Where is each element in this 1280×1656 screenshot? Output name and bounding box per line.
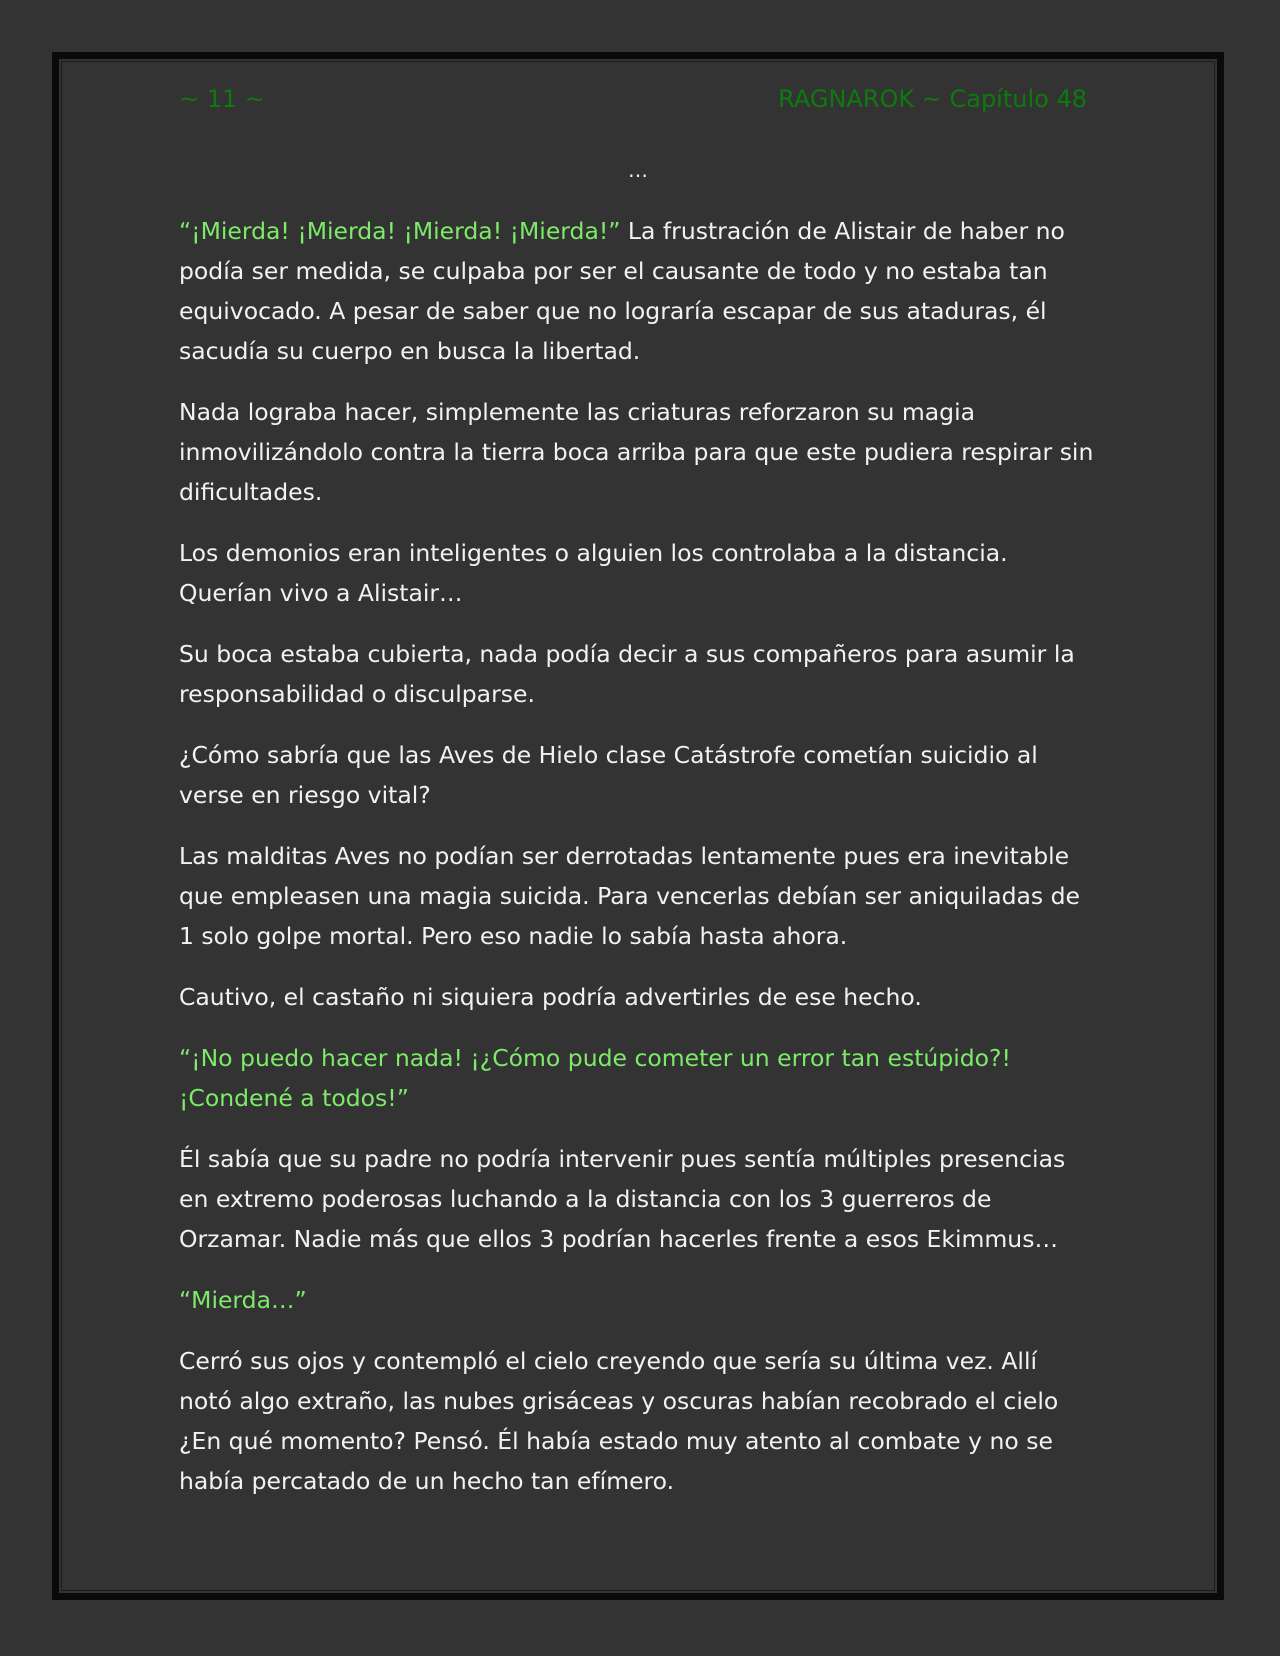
paragraph-9: Él sabía que su padre no podría intervenir pues sentía múltiples presencias en extremo poderosas luchando a la distancia con los 3 guerreros de Orzamar. Nadie más que ellos 3 podrían hacerles frente a esos Ekimmus… [179,1145,1066,1253]
paragraph-6: Las malditas Aves no podían ser derrotadas lentamente pues era inevitable que empleasen una magia suicida. Para vencerlas debían ser aniquiladas de 1 solo golpe mortal. Pero eso nadie lo sabía hasta ahora. [179,842,1081,950]
paragraph-1-text: La frustración de Alistair de haber no podía ser medida, se culpaba por ser el causante de todo y no estaba tan equivocado. A pesar de saber que no lograría escapar de sus ataduras, él sacudía su cuerpo en busca la libertad. [179,217,1065,365]
paragraph-5: ¿Cómo sabría que las Aves de Hielo clase Catástrofe cometían suicidio al verse en riesgo vital? [179,741,1038,809]
running-title: RAGNAROK ~ Capítulo 48 [778,85,1087,113]
paragraph-3: Los demonios eran inteligentes o alguien los controlaba a la distancia. Querían vivo a Alistair… [179,539,1008,607]
page-header [179,85,1087,113]
page-body [179,155,1097,1522]
page-number: ~ 11 ~ [179,85,266,113]
paragraph-1 [179,211,1097,371]
scene-break: … [628,158,648,182]
dialogue-1: “¡Mierda! ¡Mierda! ¡Mierda! ¡Mierda!” [179,217,621,245]
dialogue-3: “Mierda…” [179,1286,307,1314]
paragraph-2: Nada lograba hacer, simplemente las criaturas reforzaron su magia inmovilizándolo contra la tierra boca arriba para que este pudiera respirar sin dificultades. [179,398,1094,506]
dialogue-2: “¡No puedo hacer nada! ¡¿Cómo pude cometer un error tan estúpido?! ¡Condené a todos!” [179,1044,1011,1112]
paragraph-4: Su boca estaba cubierta, nada podía decir a sus compañeros para asumir la responsabilidad o disculparse. [179,640,1075,708]
paragraph-7: Cautivo, el castaño ni siquiera podría advertirles de ese hecho. [179,983,922,1011]
page-frame [52,52,1224,1600]
paragraph-11: Cerró sus ojos y contempló el cielo creyendo que sería su última vez. Allí notó algo extraño, las nubes grisáceas y oscuras habían recobrado el cielo ¿En qué momento? Pensó. Él había estado muy atento al combate y no se había percatado de un hecho tan efímero. [179,1347,1059,1495]
